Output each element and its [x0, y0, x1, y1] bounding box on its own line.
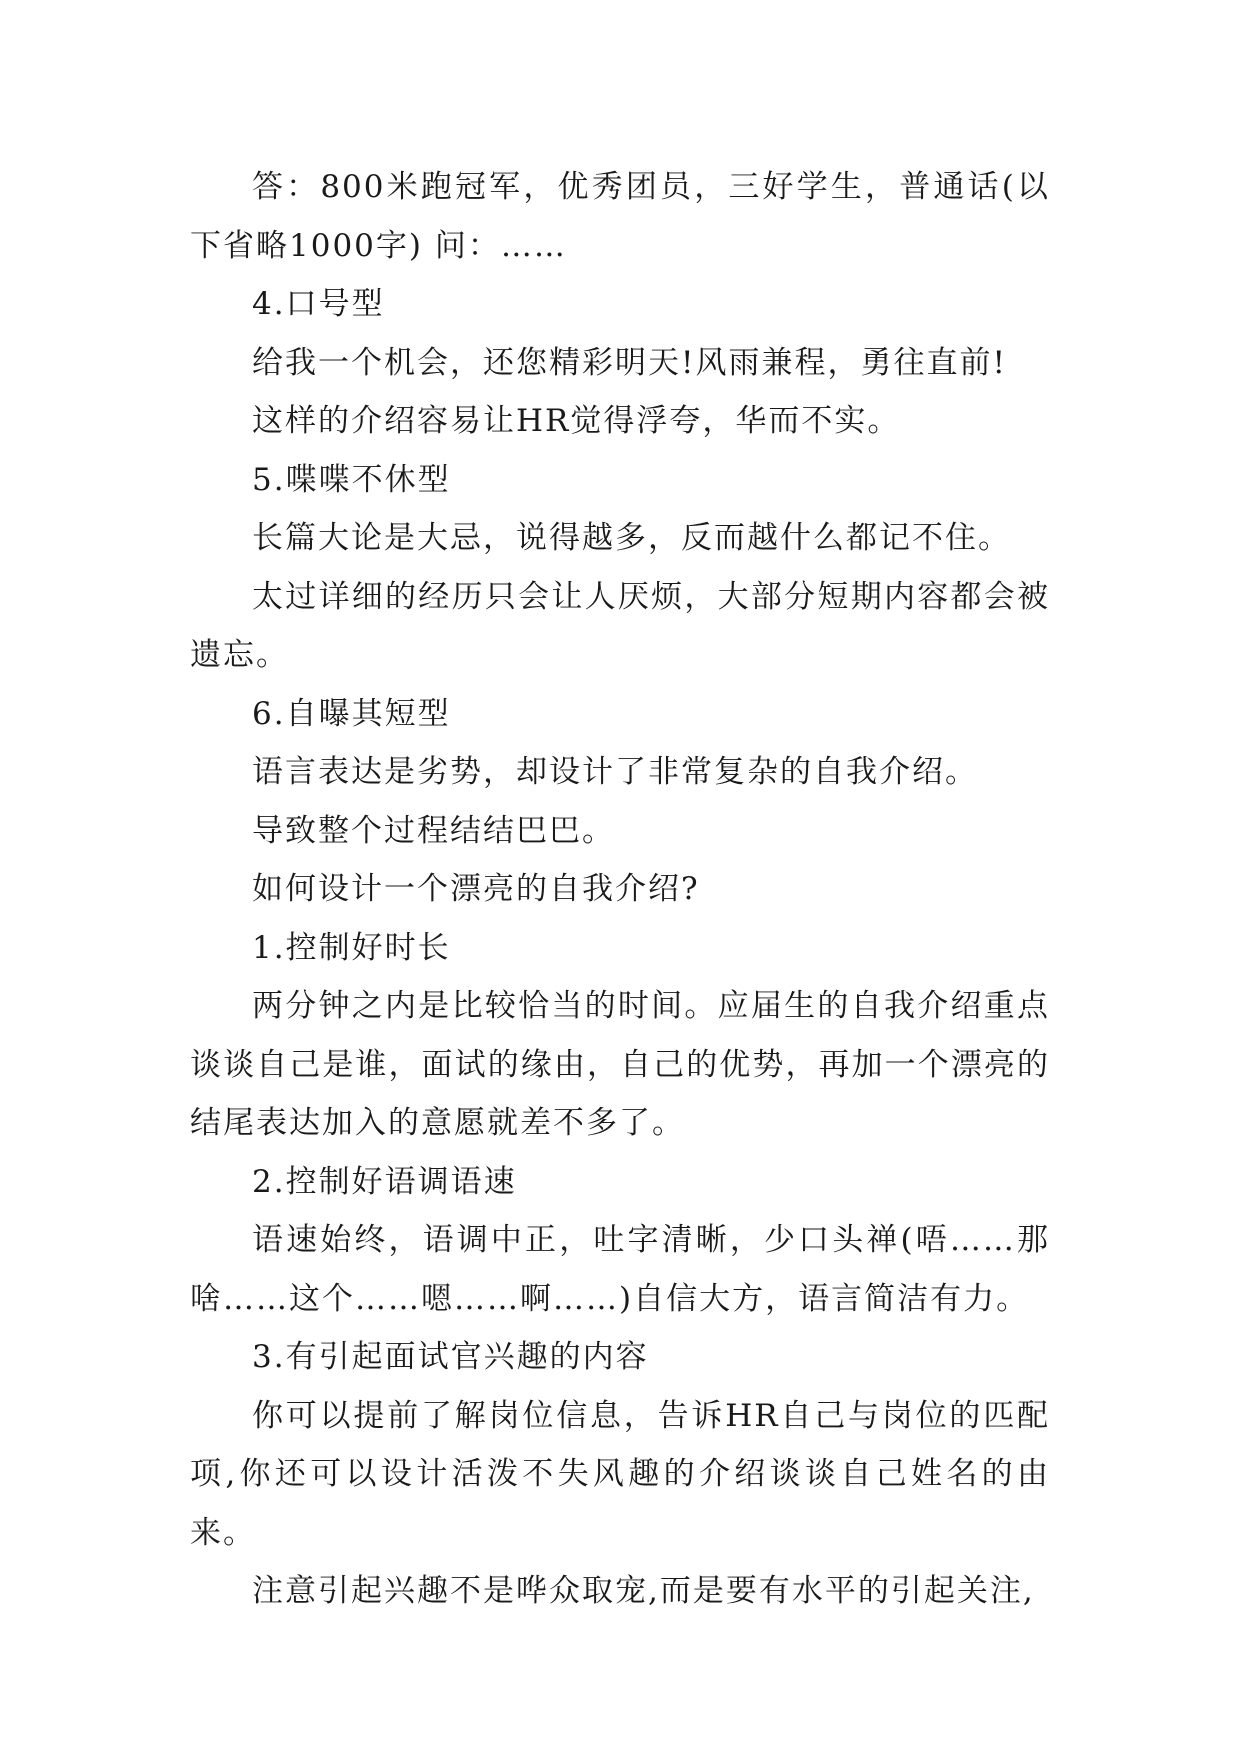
heading-how-to-design: 如何设计一个漂亮的自我介绍?: [252, 871, 700, 907]
paragraph-interesting-content-2: 注意引起兴趣不是哗众取宠,而是要有水平的引起关注,: [252, 1573, 1035, 1609]
paragraph-verbose-2: 太过详细的经历只会让人厌烦，大部分短期内容都会被遗忘。: [190, 578, 1050, 673]
heading-control-duration: 1.控制好时长: [252, 929, 451, 966]
heading-slogan-type: 4.口号型: [252, 286, 385, 322]
heading-verbose-type: 5.喋喋不休型: [252, 461, 451, 498]
paragraph-slogan-example: 给我一个机会，还您精彩明天!风雨兼程，勇往直前!: [252, 344, 1007, 381]
heading-interesting-content: 3.有引起面试官兴趣的内容: [252, 1339, 649, 1375]
paragraph-self-exposure-2: 导致整个过程结结巴巴。: [252, 812, 615, 849]
paragraph-slogan-comment: 这样的介绍容易让HR觉得浮夸，华而不实。: [252, 403, 901, 439]
heading-control-tone-speed: 2.控制好语调语速: [252, 1163, 517, 1200]
document-body: [190, 158, 1050, 1621]
paragraph-answer-awards: 答：800米跑冠军，优秀团员，三好学生，普通话(以下省略1000字) 问：……: [190, 169, 1050, 264]
heading-self-exposure-type: 6.自曝其短型: [252, 695, 451, 732]
paragraph-control-duration: 两分钟之内是比较恰当的时间。应届生的自我介绍重点谈谈自己是谁，面试的缘由，自己的优势，再加一个漂亮的结尾表达加入的意愿就差不多了。: [190, 988, 1050, 1141]
paragraph-self-exposure-1: 语言表达是劣势，却设计了非常复杂的自我介绍。: [252, 754, 978, 790]
paragraph-interesting-content-1: 你可以提前了解岗位信息，告诉HR自己与岗位的匹配项,你还可以设计活泼不失风趣的介绍谈谈自己姓名的由来。: [190, 1397, 1050, 1551]
paragraph-verbose-1: 长篇大论是大忌，说得越多，反而越什么都记不住。: [252, 520, 1011, 556]
paragraph-control-tone-speed: 语速始终，语调中正，吐字清晰，少口头禅(唔……那啥……这个……嗯……啊……)自信大方，语言简洁有力。: [190, 1222, 1050, 1317]
